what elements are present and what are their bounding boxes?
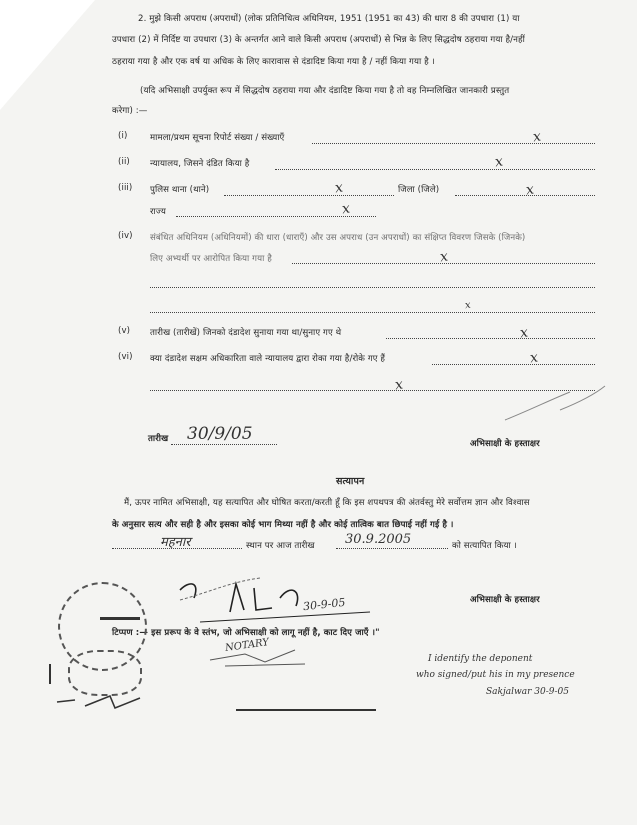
item-i-value: x: [531, 128, 542, 146]
para2-line3: ठहराया गया है और एक वर्ष या अधिक के लिए कारावास से दंडादिष्ट किया गया है / नहीं किया गया है ।: [112, 57, 435, 67]
item-ii-line: [275, 169, 595, 170]
item-iv-label1: संबंधित अधिनियम (अधिनियमों) की धारा (धाराएँ) और उस अपराध (उन अपराधों) का संक्षिप्त विवरण जिसके (जिनके): [150, 233, 526, 243]
date-line: [171, 444, 277, 445]
place-value: महनार: [160, 535, 191, 550]
place-mid-text: स्थान पर आज तारीख: [246, 541, 315, 551]
margin-mark: [49, 664, 51, 684]
certify-line1: I identify the deponent: [428, 654, 533, 664]
date-signature-label: अभिसाक्षी के हस्ताक्षर: [470, 439, 540, 449]
signature-date: 30-9-05: [302, 595, 347, 614]
para2-line2: उपधारा (2) में निर्दिष्ट या उपधारा (3) के अन्तर्गत आने वाले किसी अपराध (अपराधों) से भिन्न के लिए सिद्धदोष ठहराया गया है/नहीं: [112, 35, 525, 45]
margin-scribble: [500, 380, 610, 430]
verification-heading: सत्यापन: [336, 476, 365, 487]
item-i-num: (i): [118, 131, 128, 141]
place-end-text: को सत्यापित किया ।: [452, 541, 518, 551]
item-ii-num: (ii): [118, 157, 130, 167]
item-v-value: x: [518, 324, 529, 342]
verify-signature-label: अभिसाक्षी के हस्ताक्षर: [470, 595, 540, 605]
item-iii-label: पुलिस थाना (थाने): [150, 185, 210, 195]
item-i-line: [312, 143, 595, 144]
note-text: टिप्पण :— इस प्ररूप के वे स्तंभ, जो अभिसाक्षी को लागू नहीं है, काट दिए जाएँ ।": [112, 628, 380, 638]
date-value: 30/9/05: [187, 424, 253, 444]
certify-line3: Sakjalwar 30-9-05: [486, 687, 569, 697]
certify-line2: who signed/put his in my presence: [416, 670, 575, 680]
item-iii-district-value: x: [524, 181, 535, 199]
verification-line2: के अनुसार सत्य और सही है और इसका कोई भाग मिथ्या नहीं है और कोई तात्विक बात छिपाई नहीं गई है ।: [112, 520, 454, 530]
notary-stamp-text: NOTARY: [224, 636, 270, 655]
item-iv-label2: लिए अभ्यर्थी पर आरोपित किया गया है: [150, 254, 272, 264]
item-iv-value: x: [438, 248, 449, 266]
intro-line2: करेगा) :—: [112, 106, 148, 116]
item-iii-district-line: [455, 195, 595, 196]
bottom-left-scribble: [55, 690, 165, 712]
deponent-signature: [170, 570, 410, 630]
item-v-line: [386, 338, 595, 339]
item-iii-state-value: x: [340, 200, 351, 218]
item-ii-value: x: [493, 153, 504, 171]
verify-date-line: [336, 548, 448, 549]
bottom-rule: [236, 709, 376, 711]
item-iv-line2: [150, 287, 595, 288]
item-vi-value2: x: [393, 376, 404, 394]
item-iv-num: (iv): [118, 231, 133, 241]
verification-line1: मैं, ऊपर नामित अभिसाक्षी, यह सत्यापित और घोषित करता/करती हूँ कि इस शपथपत्र की अंतर्वस्तु मेरे सर्वोत्तम ज्ञान और विश्वास: [124, 498, 530, 508]
item-iii-state-label: राज्य: [150, 207, 166, 217]
item-i-label: मामला/प्रथम सूचना रिपोर्ट संख्या / संख्याएँ: [150, 133, 285, 143]
para2-line1: 2. मुझे किसी अपराध (अपराधों) (लोक प्रतिनिधित्व अधिनियम, 1951 (1951 का 43) की धारा 8 की उपधारा (1) या: [138, 14, 520, 24]
date-label: तारीख: [148, 434, 169, 444]
item-iv-line3: [150, 312, 595, 313]
verify-date-value: 30.9.2005: [345, 532, 412, 547]
item-vi-num: (vi): [118, 352, 133, 362]
item-iii-district-label: जिला (जिले): [398, 185, 440, 195]
item-iii-num: (iii): [118, 183, 133, 193]
item-vi-value: x: [528, 349, 539, 367]
item-ii-label: न्यायालय, जिसने दंडित किया है: [150, 159, 250, 169]
item-vi-label: क्या दंडादेश सक्षम अधिकारिता वाले न्यायालय द्वारा रोका गया है/रोके गए हैं: [150, 354, 386, 364]
intro-line1: (यदि अभिसाक्षी उपर्युक्त रूप में सिद्धदोष ठहराया गया और दंडादिष्ट किया गया है तो वह निम्नलिखित जानकारी प्रस्तुत: [140, 86, 510, 96]
item-iii-line: [224, 195, 394, 196]
item-iii-value: x: [333, 179, 344, 197]
item-v-label: तारीख (तारीखें) जिनको दंडादेश सुनाया गया था/सुनाए गए थे: [150, 328, 342, 338]
notary-scribble: [205, 640, 325, 670]
item-iv-value2: x: [464, 299, 472, 312]
item-vi-line: [432, 364, 595, 365]
item-v-num: (v): [118, 326, 131, 336]
folded-corner: [0, 0, 95, 110]
